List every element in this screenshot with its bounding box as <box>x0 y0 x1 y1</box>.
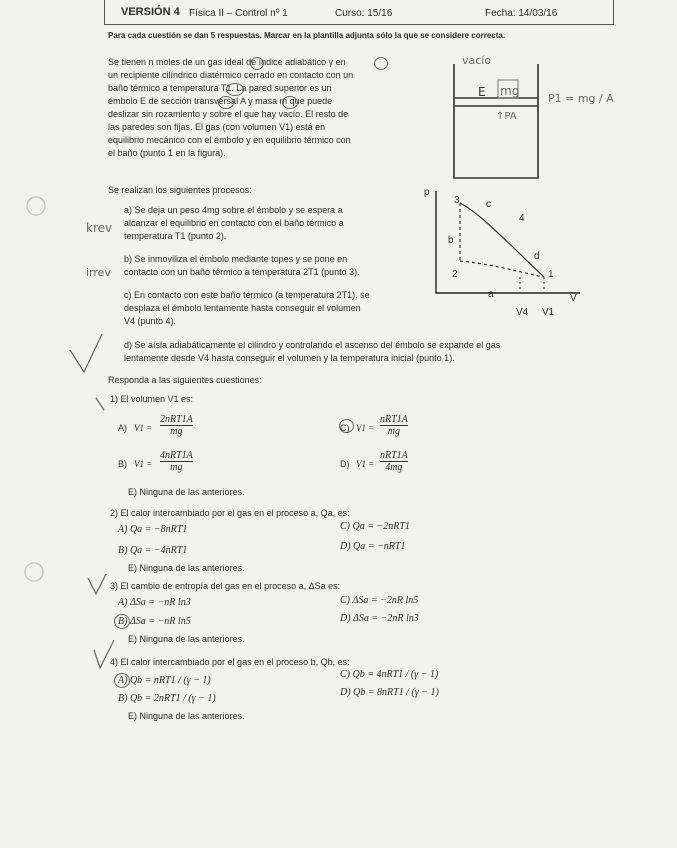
process-a-line: temperatura T1 (punto 2). <box>124 231 227 241</box>
pressure-arrow-note: ↑PA <box>496 111 517 122</box>
intro-line: el baño (punto 1 en la figura). <box>108 148 226 158</box>
process-c-line: c) En contacto con este baño térmico (a temperatura 2T1), se <box>124 290 370 300</box>
q3-option-b: B) ΔSa = −nR ln5 <box>118 616 191 627</box>
q1-option-e: E) Ninguna de las anteriores. <box>128 487 245 497</box>
point-3: 3 <box>454 195 460 206</box>
intro-line: deslizar sin rozamiento y sobre el que hay vacío. El resto de <box>108 109 349 119</box>
fraction-numerator: 2nRT1A <box>160 414 193 425</box>
q4-title: 4) El calor intercambiado por el gas en el proceso b, Qb, es: <box>110 657 350 667</box>
fraction-denominator: mg <box>160 461 193 473</box>
q1-option-b-lhs: V1 = <box>134 459 153 469</box>
v-axis-label: V <box>570 293 577 304</box>
q4-option-a: A) Qb = nRT1 / (γ − 1) <box>118 675 211 686</box>
segment-d: d <box>534 251 540 262</box>
intro-line: baño térmico a temperatura T1. La pared superior es un <box>108 83 332 93</box>
p1-formula-note: P1 = mg / A <box>548 92 614 105</box>
check-mark <box>70 334 102 372</box>
q2-option-a: A) Qa = −8nRT1 <box>118 524 188 535</box>
q2-option-d: D) Qa = −nRT1 <box>340 541 406 552</box>
q2-title: 2) El calor intercambiado por el gas en el proceso a, Qa, es: <box>110 508 350 518</box>
q4-option-d: D) Qb = 8nRT1 / (γ − 1) <box>340 687 439 698</box>
q1-option-a-letter: A) <box>118 423 127 433</box>
intro-line: Se tienen n moles de un gas ideal de índice adiabático γ en <box>108 57 346 67</box>
q1-option-d-letter: D) <box>340 459 350 469</box>
weight-note: mg <box>500 84 520 98</box>
fraction-numerator: nRT1A <box>380 414 408 425</box>
p-axis-label: p <box>424 187 430 198</box>
q2-option-e: E) Ninguna de las anteriores. <box>128 563 245 573</box>
intro-line: émbolo E de sección transversal A y masa m que puede <box>108 96 333 106</box>
check-mark <box>94 640 114 668</box>
segment-b: b <box>448 235 454 246</box>
punch-hole <box>25 563 43 581</box>
instruction-text: Para cada cuestión se dan 5 respuestas. Marcar en la plantilla adjunta sólo la que se considere correcta. <box>108 31 506 40</box>
point-1: 1 <box>548 269 554 280</box>
processes-title: Se realizan los siguientes procesos: <box>108 185 252 195</box>
version-label: VERSIÓN 4 <box>121 6 180 18</box>
q1-option-a-lhs: V1 = <box>134 423 153 433</box>
q4-option-c: C) Qb = 4nRT1 / (γ − 1) <box>340 669 439 680</box>
punch-hole <box>27 197 45 215</box>
segment-a: a <box>488 289 494 300</box>
q3-option-d: D) ΔSa = −2nR ln3 <box>340 613 419 624</box>
q3-option-c: C) ΔSa = −2nR ln5 <box>340 595 419 606</box>
q3-option-e: E) Ninguna de las anteriores. <box>128 634 245 644</box>
curso-label: Curso: 15/16 <box>335 8 393 19</box>
irrev-note: irrev <box>86 266 111 279</box>
q2-option-c: C) Qa = −2nRT1 <box>340 521 410 532</box>
process-d-line: lentamente desde V4 hasta conseguir el volumen y la temperatura inicial (punto 1). <box>124 353 455 363</box>
fecha-label: Fecha: 14/03/16 <box>485 8 558 19</box>
point-2: 2 <box>452 269 458 280</box>
process-a-line: alcanzar el equilibrio en contacto con el baño térmico a <box>124 218 344 228</box>
q1-option-d-lhs: V1 = <box>356 459 375 469</box>
volume-v1: V1 <box>542 307 555 318</box>
check-mark <box>96 398 104 410</box>
fraction-numerator: nRT1A <box>380 450 408 461</box>
intro-line: equilibrio mecánico con el émbolo y en equilibrio térmico con <box>108 135 351 145</box>
q4-option-e: E) Ninguna de las anteriores. <box>128 711 245 721</box>
piston-label: E <box>478 85 486 99</box>
answer-prompt: Responda a las siguientes cuestiones: <box>108 375 262 385</box>
q1-option-b-letter: B) <box>118 459 127 469</box>
q1-option-c-letter: C) <box>340 423 350 433</box>
process-b-line: contacto con un baño térmico a temperatura 2T1 (punto 3). <box>124 267 360 277</box>
fraction-denominator: mg <box>380 425 408 437</box>
check-mark <box>88 574 106 594</box>
fraction-numerator: 4nRT1A <box>160 450 193 461</box>
segment-c: c <box>486 199 491 210</box>
intro-line: un recipiente cilíndrico diatérmico cerrado en contacto con un <box>108 70 354 80</box>
process-c-line: V4 (punto 4). <box>124 316 177 326</box>
q1-option-c-lhs: V1 = <box>356 423 375 433</box>
fraction-denominator: mg <box>160 425 193 437</box>
q3-title: 3) El cambio de entropía del gas en el proceso a, ΔSa es: <box>110 581 341 591</box>
q1-title: 1) El volumen V1 es: <box>110 394 194 404</box>
intro-line: las paredes son fijas. El gas (con volumen V1) está en <box>108 122 326 132</box>
vacio-note: vacío <box>462 54 492 67</box>
q3-option-a: A) ΔSa = −nR ln3 <box>118 597 191 608</box>
process-b-line: b) Se inmoviliza el émbolo mediante topes y se pone en <box>124 254 348 264</box>
volume-v4: V4 <box>516 307 529 318</box>
course-label: Física II – Control nº 1 <box>189 8 288 19</box>
krev-note: krev <box>86 221 113 235</box>
point-4: 4 <box>519 213 525 224</box>
process-d-line: d) Se aísla adiabáticamente el cilindro y controlando el ascenso del émbolo se expande el gas <box>124 340 501 350</box>
q2-option-b: B) Qa = −4nRT1 <box>118 545 188 556</box>
q4-option-b: B) Qb = 2nRT1 / (γ − 1) <box>118 693 216 704</box>
process-a-line: a) Se deja un peso 4mg sobre el émbolo y se espera a <box>124 205 343 215</box>
fraction-denominator: 4mg <box>380 461 408 473</box>
process-c-line: desplaza el émbolo lentamente hasta conseguir el volumen <box>124 303 361 313</box>
